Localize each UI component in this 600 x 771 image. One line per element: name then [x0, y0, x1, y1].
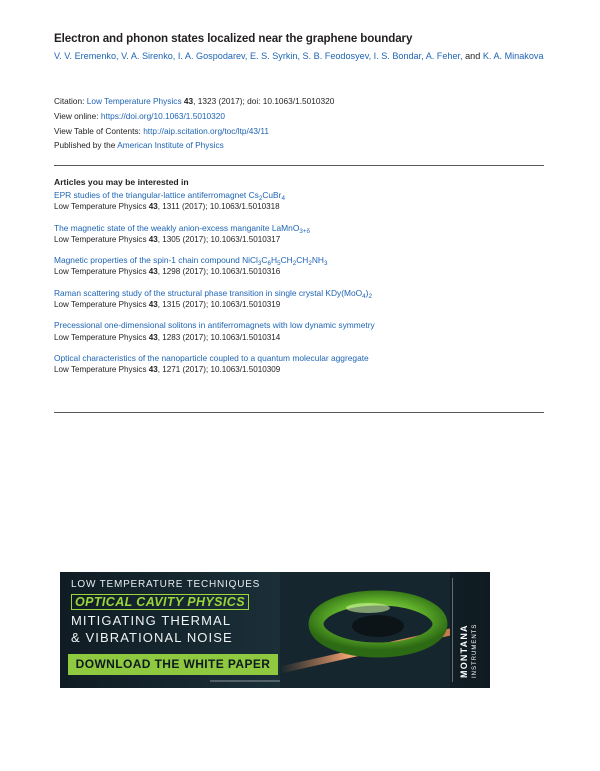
- related-articles-list: [54, 190, 544, 386]
- advertisement-banner[interactable]: [60, 572, 490, 688]
- related-article-title-link[interactable]: Optical characteristics of the nanoparticle coupled to a quantum molecular aggregate: [54, 352, 369, 363]
- view-toc-row: [54, 124, 334, 139]
- related-article-citation: Low Temperature Physics 43, 1298 (2017); 10.1063/1.5010316: [54, 267, 281, 277]
- banner-line1: LOW TEMPERATURE TECHNIQUES: [71, 579, 261, 590]
- related-article-title-link[interactable]: The magnetic state of the weakly anion-excess manganite LaMnO$_{3+\delta}$: [54, 222, 311, 235]
- related-article-item: [54, 255, 544, 277]
- citation-rest: , 1323 (2017); doi: 10.1063/1.5010320: [193, 96, 335, 106]
- montana-instruments-logo: MONTANA INSTRUMENTS: [452, 578, 487, 682]
- related-article-title-link[interactable]: Magnetic properties of the spin-1 chain compound $NiCl_3C_6H_5CH_2CH_2NH_3$: [54, 255, 328, 267]
- related-article-title-link[interactable]: EPR studies of the triangular-lattice antiferromagnet $Cs_2CuBr_4$: [54, 190, 285, 202]
- view-toc-label: View Table of Contents:: [54, 125, 141, 136]
- paper-title: Electron and phonon states localized near the graphene boundary: [54, 32, 413, 45]
- view-online-link[interactable]: https://doi.org/10.1063/1.5010320: [100, 110, 225, 121]
- published-by-label: Published by the: [54, 140, 116, 151]
- related-article-item: [54, 353, 544, 375]
- divider-bottom: [54, 412, 544, 413]
- banner-line2: OPTICAL CAVITY PHYSICS: [71, 594, 249, 610]
- banner-line3: MITIGATING THERMAL: [71, 613, 232, 628]
- citation-journal-link[interactable]: Low Temperature Physics: [86, 96, 182, 106]
- related-article-item: [54, 190, 544, 212]
- related-article-citation: Low Temperature Physics 43, 1311 (2017); 10.1063/1.5010318: [54, 202, 280, 212]
- related-article-item: [54, 223, 544, 245]
- related-article-citation: Low Temperature Physics 43, 1283 (2017); 10.1063/1.5010314: [54, 332, 281, 342]
- related-article-citation: Low Temperature Physics 43, 1271 (2017); 10.1063/1.5010309: [54, 365, 281, 375]
- view-online-label: View online:: [54, 110, 99, 121]
- divider-top: [54, 165, 544, 166]
- banner-line4: & VIBRATIONAL NOISE: [71, 630, 233, 645]
- related-article-citation: Low Temperature Physics 43, 1315 (2017); 10.1063/1.5010319: [54, 299, 281, 309]
- authors-and: and: [465, 51, 481, 61]
- view-online-row: [54, 109, 334, 124]
- citation-volume: 43: [183, 96, 194, 106]
- view-toc-link[interactable]: http://aip.scitation.org/toc/ltp/43/11: [143, 125, 269, 136]
- citation-block: [54, 94, 334, 153]
- citation-row: [54, 94, 334, 109]
- related-article-item: [54, 320, 544, 342]
- optical-cavity-illustration: [280, 572, 450, 688]
- author-list[interactable]: [54, 51, 546, 62]
- citation-label: Citation:: [54, 96, 85, 106]
- authors-text[interactable]: V. V. Eremenko, V. A. Sirenko, I. A. Gospodarev, E. S. Syrkin, S. B. Feodosyev, I. S. Bondar, A. Feher,: [54, 51, 463, 61]
- related-articles-heading: Articles you may be interested in: [54, 177, 189, 187]
- download-white-paper-button[interactable]: DOWNLOAD THE WHITE PAPER: [68, 654, 278, 675]
- published-by-row: [54, 138, 334, 153]
- authors-last[interactable]: K. A. Minakova: [482, 51, 544, 61]
- related-article-citation: Low Temperature Physics 43, 1305 (2017); 10.1063/1.5010317: [54, 234, 281, 244]
- related-article-title-link[interactable]: Precessional one-dimensional solitons in antiferromagnets with low dynamic symmetry: [54, 320, 375, 331]
- publisher-link[interactable]: American Institute of Physics: [117, 140, 224, 151]
- related-article-title-link[interactable]: Raman scattering study of the structural phase transition in single crystal $KDy(MoO_4)_2$: [54, 287, 372, 300]
- related-article-item: [54, 288, 544, 310]
